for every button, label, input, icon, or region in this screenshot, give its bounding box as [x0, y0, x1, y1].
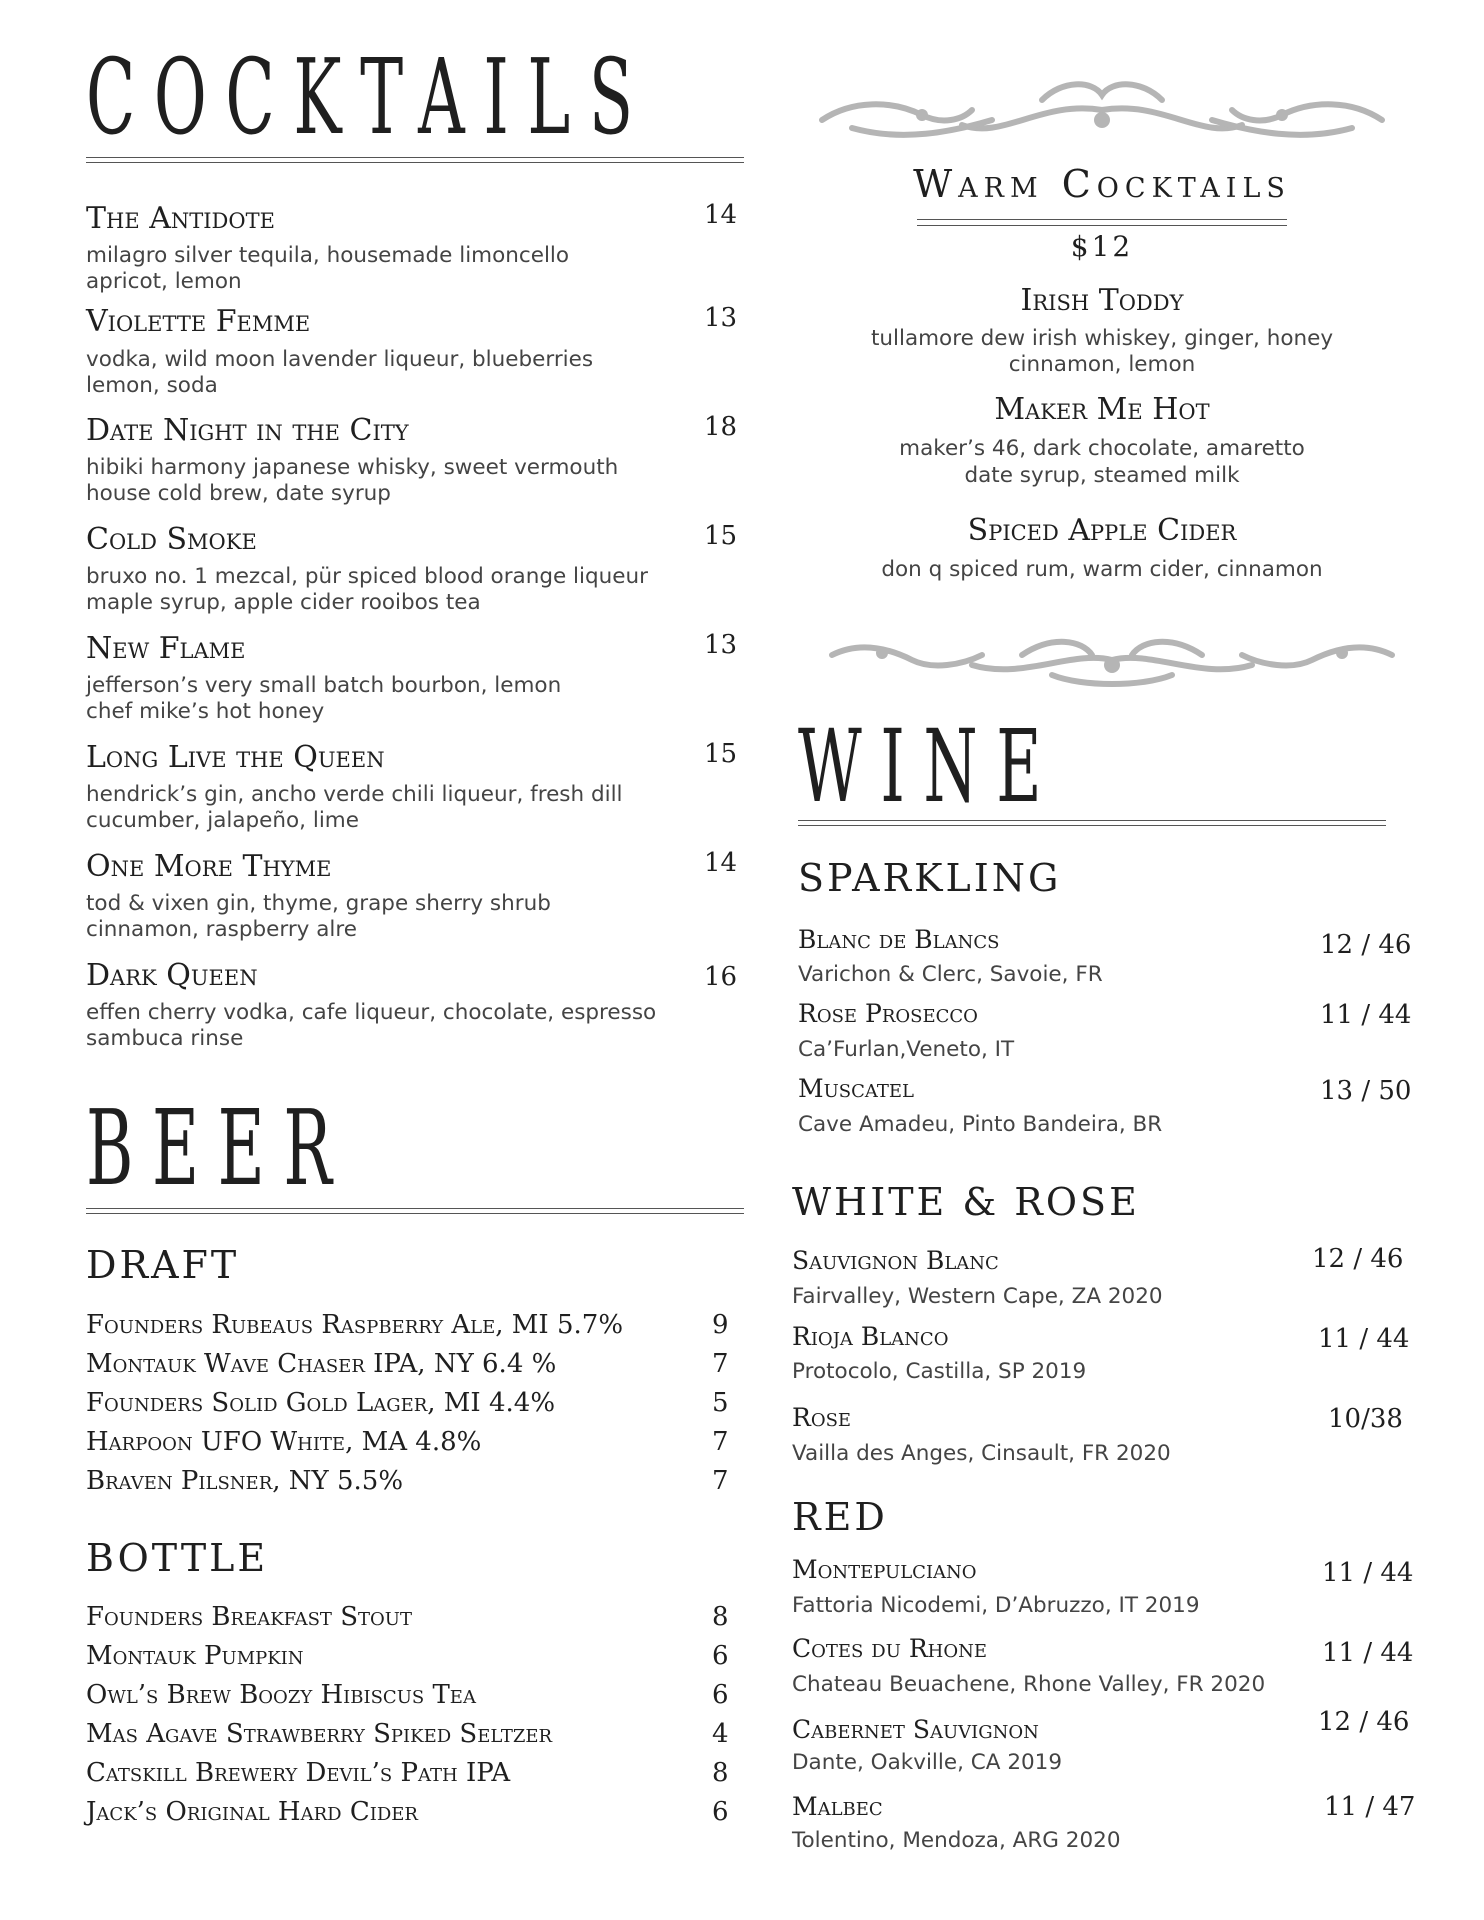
cocktail-desc: tod & vixen gin, thyme, grape sherry shrub [86, 891, 551, 916]
wine-price: 10/38 [1328, 1404, 1403, 1434]
flourish-ornament-icon [812, 70, 1392, 150]
draft-beer-price: 5 [712, 1388, 729, 1418]
cocktail-price: 16 [704, 962, 738, 992]
cocktail-name: Cold Smoke [86, 522, 257, 557]
wine-rule-top [798, 820, 1386, 821]
draft-beer-name [86, 1466, 403, 1496]
draft-beer-name [86, 1427, 481, 1457]
wine-rule-bottom [798, 825, 1386, 826]
draft-beer-name [86, 1310, 623, 1340]
draft-beer-price: 7 [712, 1349, 729, 1379]
wine-name: Cotes du Rhone [792, 1634, 988, 1663]
draft-beer-name [86, 1349, 556, 1379]
wine-price: 13 / 50 [1320, 1076, 1412, 1106]
draft-beer-label: Founders Rubeaus Raspberry Ale, MI [86, 1310, 549, 1340]
wine-name: Rioja Blanco [792, 1322, 949, 1351]
wine-desc: Protocolo, Castilla, SP 2019 [792, 1359, 1087, 1384]
wine-desc: Ca’Furlan,Veneto, IT [798, 1037, 1015, 1062]
cocktail-price: 13 [704, 630, 738, 660]
bottle-beer-price: 6 [712, 1797, 729, 1827]
draft-beer-label: Harpoon UFO White, MA [86, 1427, 408, 1457]
cocktail-desc: chef mike’s hot honey [86, 699, 325, 724]
wine-name: Rose [792, 1403, 852, 1432]
warm-cocktail-name: Maker Me Hot [994, 392, 1210, 427]
cocktail-desc: maple syrup, apple cider rooibos tea [86, 590, 481, 615]
bottle-beer-price: 8 [712, 1758, 729, 1788]
bottle-beer-name: Founders Breakfast Stout [86, 1602, 412, 1632]
wine-name: Rose Prosecco [798, 999, 978, 1028]
warm-cocktail-desc: don q spiced rum, warm cider, cinnamon [881, 557, 1323, 582]
cocktail-desc: cucumber, jalapeño, lime [86, 808, 359, 833]
red-heading: RED [792, 1495, 888, 1539]
draft-beer-abv: 4.4% [488, 1388, 556, 1418]
wine-price: 12 / 46 [1320, 930, 1412, 960]
cocktail-name: Violette Femme [86, 304, 311, 339]
draft-beer-abv: 5.5% [336, 1466, 404, 1496]
cocktail-price: 15 [704, 521, 738, 551]
wine-desc: Chateau Beuachene, Rhone Valley, FR 2020 [792, 1672, 1266, 1697]
cocktail-price: 18 [704, 412, 738, 442]
wine-price: 12 / 46 [1318, 1707, 1410, 1737]
draft-beer-label: Montauk Wave Chaser IPA, NY [86, 1349, 474, 1379]
warm-rule-top [917, 219, 1287, 220]
warm-cocktail-desc: tullamore dew irish whiskey, ginger, honey [870, 326, 1334, 351]
cocktails-title: COCKTAILS [86, 36, 652, 158]
warm-cocktail-name: Spiced Apple Cider [967, 513, 1237, 548]
draft-beer-abv: 4.8% [415, 1427, 482, 1457]
beer-rule-top [86, 1208, 744, 1209]
cocktail-price: 14 [704, 848, 738, 878]
bottle-beer-price: 6 [712, 1680, 729, 1710]
beer-rule-bottom [86, 1213, 744, 1214]
bottle-beer-price: 8 [712, 1602, 729, 1632]
cocktail-desc: lemon, soda [86, 373, 218, 398]
wine-price: 11 / 44 [1320, 1000, 1412, 1030]
wine-desc: Dante, Oakville, CA 2019 [792, 1750, 1063, 1775]
wine-desc: Fairvalley, Western Cape, ZA 2020 [792, 1284, 1163, 1309]
wine-desc: Cave Amadeu, Pinto Bandeira, BR [798, 1112, 1163, 1137]
wine-name: Malbec [792, 1792, 883, 1821]
cocktail-desc: house cold brew, date syrup [86, 481, 391, 506]
cocktail-name: The Antidote [86, 201, 275, 236]
wine-name: Blanc de Blancs [798, 925, 1000, 954]
draft-beer-label: Founders Solid Gold Lager, MI [86, 1388, 481, 1418]
white-rose-heading: WHITE & ROSE [792, 1180, 1140, 1224]
wine-price: 11 / 44 [1318, 1324, 1410, 1354]
wine-name: Muscatel [798, 1074, 914, 1103]
draft-beer-name [86, 1388, 555, 1418]
cocktail-desc: vodka, wild moon lavender liqueur, blueberries [86, 347, 594, 372]
cocktail-desc: cinnamon, raspberry alre [86, 917, 357, 942]
warm-rule-bottom [917, 225, 1287, 226]
draft-beer-price: 9 [712, 1310, 729, 1340]
wine-name: Montepulciano [792, 1555, 977, 1584]
warm-cocktail-desc: date syrup, steamed milk [964, 463, 1240, 488]
wine-desc: Fattoria Nicodemi, D’Abruzzo, IT 2019 [792, 1593, 1200, 1618]
warm-cocktail-desc: cinnamon, lemon [1008, 352, 1196, 377]
cocktail-name: One More Thyme [86, 849, 332, 884]
cocktail-desc: jefferson’s very small batch bourbon, lemon [86, 673, 562, 698]
draft-heading: DRAFT [86, 1243, 240, 1287]
wine-desc: Vailla des Anges, Cinsault, FR 2020 [792, 1441, 1171, 1466]
draft-beer-price: 7 [712, 1466, 729, 1496]
bottle-beer-name: Jack’s Original Hard Cider [86, 1797, 418, 1827]
cocktail-name: New Flame [86, 631, 246, 666]
warm-cocktail-desc: maker’s 46, dark chocolate, amaretto [899, 436, 1305, 461]
wine-desc: Varichon & Clerc, Savoie, FR [798, 962, 1103, 987]
draft-beer-price: 7 [712, 1427, 729, 1457]
bottle-beer-price: 6 [712, 1641, 729, 1671]
cocktail-name: Long Live the Queen [86, 740, 385, 775]
cocktails-rule-top [86, 157, 744, 158]
beer-title: BEER [86, 1087, 351, 1209]
cocktail-name: Date Night in the City [86, 413, 409, 448]
draft-beer-abv: 5.7% [556, 1310, 624, 1340]
cocktail-desc: apricot, lemon [86, 269, 242, 294]
draft-beer-label: Braven Pilsner, NY [86, 1466, 329, 1496]
cocktail-desc: milagro silver tequila, housemade limoncello [86, 243, 570, 268]
cocktail-desc: hibiki harmony japanese whisky, sweet vermouth [86, 455, 619, 480]
bottle-beer-name: Catskill Brewery Devil’s Path IPA [86, 1758, 511, 1788]
wine-price: 11 / 44 [1322, 1558, 1414, 1588]
bottle-beer-name: Owl’s Brew Boozy Hibiscus Tea [86, 1680, 476, 1710]
cocktail-price: 15 [704, 739, 738, 769]
cocktail-desc: hendrick’s gin, ancho verde chili liqueur, fresh dill [86, 782, 623, 807]
bottle-beer-name: Mas Agave Strawberry Spiked Seltzer [86, 1719, 553, 1749]
wine-name: Cabernet Sauvignon [792, 1715, 1039, 1744]
cocktails-rule-bottom [86, 162, 744, 163]
bottle-heading: BOTTLE [86, 1536, 269, 1580]
wine-price: 11 / 47 [1324, 1792, 1416, 1822]
cocktail-desc: sambuca rinse [86, 1026, 244, 1051]
warm-cocktail-name: Irish Toddy [1020, 283, 1184, 318]
cocktail-desc: effen cherry vodka, cafe liqueur, chocolate, espresso [86, 1000, 657, 1025]
warm-price: $12 [1070, 230, 1134, 263]
cocktail-price: 13 [704, 303, 738, 333]
wine-name: Sauvignon Blanc [792, 1246, 999, 1275]
cocktail-desc: bruxo no. 1 mezcal, pür spiced blood orange liqueur [86, 564, 648, 589]
warm-cocktails-title: Warm Cocktails [913, 162, 1291, 206]
wine-price: 11 / 44 [1322, 1638, 1414, 1668]
cocktail-price: 14 [704, 200, 738, 230]
sparkling-heading: SPARKLING [798, 856, 1062, 900]
flourish-ornament-icon [822, 625, 1402, 695]
wine-title: WINE [798, 708, 1061, 825]
wine-price: 12 / 46 [1312, 1244, 1404, 1274]
bottle-beer-price: 4 [712, 1719, 729, 1749]
draft-beer-abv: 6.4 % [482, 1349, 557, 1379]
cocktail-name: Dark Queen [86, 958, 258, 993]
wine-desc: Tolentino, Mendoza, ARG 2020 [792, 1828, 1121, 1853]
bottle-beer-name: Montauk Pumpkin [86, 1641, 304, 1671]
